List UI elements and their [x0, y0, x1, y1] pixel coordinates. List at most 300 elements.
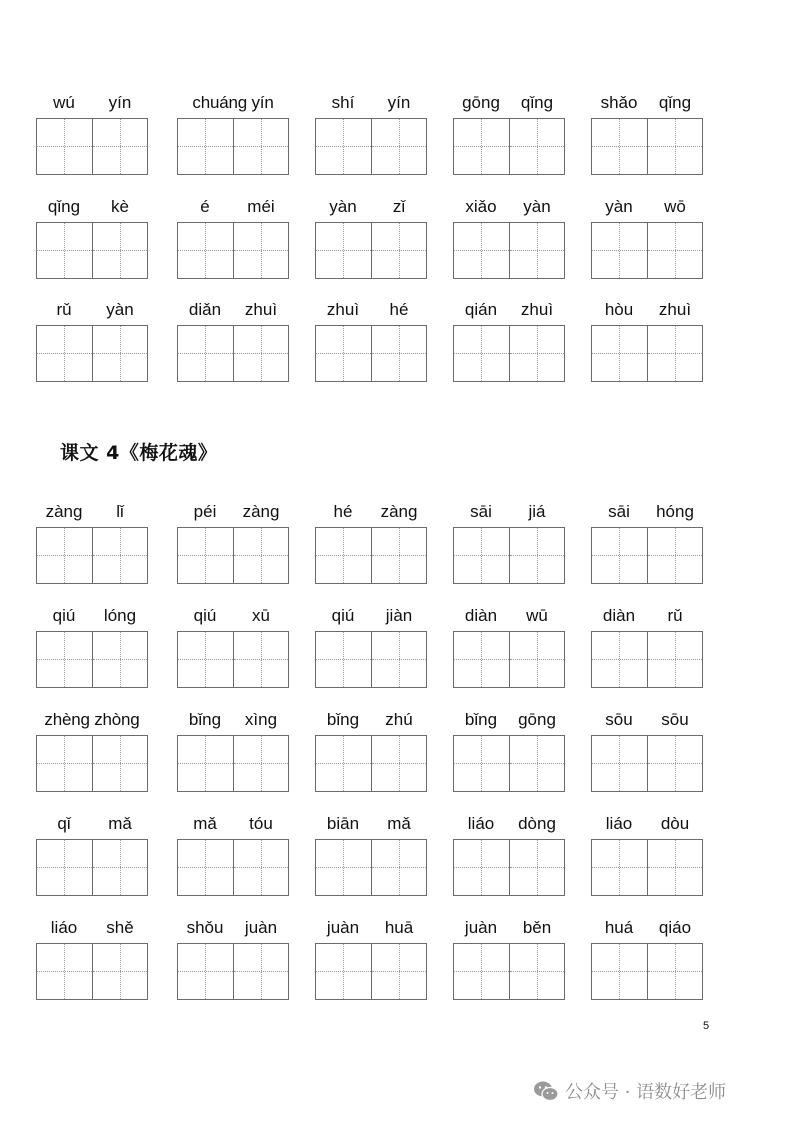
pinyin-syllable-2: jiá — [528, 502, 546, 521]
word-item — [177, 916, 289, 1006]
guide-line-horizontal — [316, 659, 371, 660]
pinyin-label — [315, 916, 427, 940]
word-item — [453, 916, 565, 1006]
pinyin-syllable-2: lǐ — [116, 502, 124, 521]
guide-line-horizontal — [648, 555, 702, 556]
guide-line-horizontal — [234, 659, 288, 660]
writing-cell[interactable] — [509, 632, 564, 687]
pinyin-syllable-2: xū — [252, 606, 270, 625]
guide-line-horizontal — [372, 971, 426, 972]
tianzige-box[interactable] — [591, 222, 703, 279]
word-item — [315, 298, 427, 388]
guide-line-horizontal — [454, 763, 509, 764]
tianzige-box[interactable] — [36, 735, 148, 792]
word-item — [177, 298, 289, 388]
writing-cell[interactable] — [37, 736, 92, 791]
pinyin-syllable-1: zhuì — [326, 300, 360, 319]
guide-line-horizontal — [592, 353, 647, 354]
guide-line-horizontal — [648, 659, 702, 660]
writing-cell[interactable] — [92, 632, 147, 687]
guide-line-horizontal — [234, 971, 288, 972]
pinyin-label — [453, 604, 565, 628]
writing-cell[interactable] — [371, 736, 426, 791]
writing-cell[interactable] — [454, 632, 509, 687]
word-item — [177, 708, 289, 798]
pinyin-syllable-1: zàng — [45, 502, 83, 521]
guide-line-horizontal — [234, 250, 288, 251]
tianzige-box[interactable] — [453, 839, 565, 896]
writing-cell[interactable] — [509, 326, 564, 381]
word-item — [177, 195, 289, 285]
pinyin-syllable-2: yín — [108, 93, 132, 112]
writing-cell[interactable] — [37, 119, 92, 174]
pinyin-syllable-1: liáo — [467, 814, 495, 833]
writing-cell[interactable] — [92, 944, 147, 999]
tianzige-box[interactable] — [36, 222, 148, 279]
pinyin-syllable-1: mǎ — [193, 814, 217, 833]
pinyin-syllable-2: gōng — [518, 710, 556, 729]
guide-line-horizontal — [592, 555, 647, 556]
guide-line-horizontal — [372, 555, 426, 556]
writing-cell[interactable] — [178, 736, 233, 791]
pinyin-syllable-1: hé — [333, 502, 353, 521]
pinyin-label — [315, 91, 427, 115]
writing-cell[interactable] — [233, 326, 288, 381]
guide-line-horizontal — [37, 353, 92, 354]
writing-cell[interactable] — [371, 632, 426, 687]
guide-line-horizontal — [37, 555, 92, 556]
guide-line-horizontal — [37, 867, 92, 868]
pinyin-syllable-1: péi — [193, 502, 217, 521]
writing-cell[interactable] — [509, 840, 564, 895]
writing-cell[interactable] — [592, 119, 647, 174]
writing-cell[interactable] — [316, 326, 371, 381]
writing-cell[interactable] — [233, 119, 288, 174]
writing-cell[interactable] — [233, 944, 288, 999]
pinyin-syllable-2: kè — [111, 197, 129, 216]
pinyin-syllable-1: qiú — [331, 606, 355, 625]
pinyin-label — [36, 812, 148, 836]
pinyin-label — [177, 195, 289, 219]
writing-cell[interactable] — [37, 632, 92, 687]
word-item — [177, 500, 289, 590]
guide-line-horizontal — [178, 555, 233, 556]
tianzige-box[interactable] — [591, 839, 703, 896]
writing-cell[interactable] — [647, 119, 702, 174]
writing-cell[interactable] — [316, 736, 371, 791]
guide-line-horizontal — [648, 353, 702, 354]
tianzige-box[interactable] — [177, 631, 289, 688]
word-item — [177, 604, 289, 694]
pinyin-label — [453, 708, 565, 732]
writing-cell[interactable] — [316, 528, 371, 583]
pinyin-syllable-2: xìng — [244, 710, 278, 729]
word-item — [177, 91, 289, 181]
pinyin-label — [315, 298, 427, 322]
word-item — [591, 195, 703, 285]
writing-cell[interactable] — [592, 840, 647, 895]
word-item — [591, 708, 703, 798]
pinyin-syllable-2: mǎ — [387, 814, 411, 833]
word-item — [315, 604, 427, 694]
pinyin-syllable-1: shí — [331, 93, 355, 112]
guide-line-horizontal — [93, 659, 147, 660]
pinyin-syllable-1: bǐng — [464, 710, 498, 729]
tianzige-box[interactable] — [453, 118, 565, 175]
word-item — [453, 812, 565, 902]
guide-line-horizontal — [316, 353, 371, 354]
word-row — [0, 604, 794, 694]
writing-cell[interactable] — [647, 632, 702, 687]
guide-line-horizontal — [93, 867, 147, 868]
tianzige-box[interactable] — [315, 943, 427, 1000]
guide-line-horizontal — [454, 971, 509, 972]
guide-line-horizontal — [234, 763, 288, 764]
pinyin-syllable-2: rǔ — [667, 606, 683, 625]
pinyin-label — [315, 708, 427, 732]
section-title: 课文 4《梅花魂》 — [60, 442, 218, 464]
writing-cell[interactable] — [178, 840, 233, 895]
pinyin-syllable-2: qǐng — [658, 93, 692, 112]
pinyin-syllable-1: huá — [604, 918, 634, 937]
watermark-text: 公众号 · 语数好老师 — [565, 1082, 727, 1103]
word-item — [453, 298, 565, 388]
tianzige-box[interactable] — [36, 118, 148, 175]
guide-line-horizontal — [592, 250, 647, 251]
writing-cell[interactable] — [454, 223, 509, 278]
word-item — [315, 812, 427, 902]
writing-cell[interactable] — [592, 944, 647, 999]
writing-cell[interactable] — [233, 840, 288, 895]
pinyin-syllable-2: zàng — [242, 502, 280, 521]
pinyin-syllable-1: xiǎo — [465, 197, 497, 216]
guide-line-horizontal — [592, 763, 647, 764]
guide-line-horizontal — [510, 146, 564, 147]
pinyin-label — [453, 916, 565, 940]
writing-cell[interactable] — [178, 119, 233, 174]
writing-cell[interactable] — [371, 119, 426, 174]
tianzige-box[interactable] — [315, 631, 427, 688]
guide-line-horizontal — [37, 763, 92, 764]
word-item — [453, 708, 565, 798]
tianzige-box[interactable] — [315, 527, 427, 584]
tianzige-box[interactable] — [453, 222, 565, 279]
word-row — [0, 91, 794, 181]
writing-cell[interactable] — [92, 840, 147, 895]
pinyin-syllable-1: qiú — [52, 606, 76, 625]
writing-cell[interactable] — [316, 944, 371, 999]
writing-cell[interactable] — [233, 736, 288, 791]
word-item — [36, 916, 148, 1006]
writing-cell[interactable] — [178, 326, 233, 381]
writing-cell[interactable] — [178, 632, 233, 687]
pinyin-syllable-1: bǐng — [188, 710, 222, 729]
writing-cell[interactable] — [316, 840, 371, 895]
guide-line-horizontal — [592, 971, 647, 972]
writing-cell[interactable] — [454, 736, 509, 791]
writing-cell[interactable] — [454, 840, 509, 895]
tianzige-box[interactable] — [591, 735, 703, 792]
word-row — [0, 916, 794, 1006]
guide-line-horizontal — [510, 659, 564, 660]
pinyin-syllable-2: zǐ — [392, 197, 406, 216]
writing-cell[interactable] — [647, 528, 702, 583]
writing-cell[interactable] — [37, 528, 92, 583]
tianzige-box[interactable] — [177, 839, 289, 896]
tianzige-box[interactable] — [36, 631, 148, 688]
writing-cell[interactable] — [92, 119, 147, 174]
guide-line-horizontal — [648, 971, 702, 972]
word-item — [591, 298, 703, 388]
tianzige-box[interactable] — [315, 222, 427, 279]
guide-line-horizontal — [648, 146, 702, 147]
writing-cell[interactable] — [316, 119, 371, 174]
writing-cell[interactable] — [647, 326, 702, 381]
guide-line-horizontal — [316, 971, 371, 972]
pinyin-label — [591, 604, 703, 628]
writing-cell[interactable] — [92, 528, 147, 583]
pinyin-label — [591, 195, 703, 219]
guide-line-horizontal — [372, 353, 426, 354]
writing-cell[interactable] — [233, 528, 288, 583]
pinyin-label — [36, 195, 148, 219]
word-item — [36, 195, 148, 285]
word-item — [591, 91, 703, 181]
pinyin-syllable-1: liáo — [605, 814, 633, 833]
pinyin-syllable-1: juàn — [464, 918, 498, 937]
tianzige-box[interactable] — [315, 839, 427, 896]
writing-cell[interactable] — [592, 736, 647, 791]
pinyin-syllable-1: qián — [464, 300, 498, 319]
word-item — [36, 91, 148, 181]
writing-cell[interactable] — [454, 326, 509, 381]
word-item — [591, 812, 703, 902]
guide-line-horizontal — [178, 659, 233, 660]
tianzige-box[interactable] — [177, 943, 289, 1000]
writing-cell[interactable] — [92, 326, 147, 381]
guide-line-horizontal — [93, 353, 147, 354]
tianzige-box[interactable] — [453, 527, 565, 584]
pinyin-syllable-2: tóu — [249, 814, 273, 833]
guide-line-horizontal — [93, 250, 147, 251]
writing-cell[interactable] — [316, 223, 371, 278]
guide-line-horizontal — [37, 659, 92, 660]
tianzige-box[interactable] — [315, 735, 427, 792]
writing-cell[interactable] — [37, 944, 92, 999]
page-number: 5 — [703, 1020, 710, 1032]
writing-cell[interactable] — [592, 326, 647, 381]
guide-line-horizontal — [178, 250, 233, 251]
guide-line-horizontal — [178, 353, 233, 354]
tianzige-box[interactable] — [36, 325, 148, 382]
pinyin-label — [315, 604, 427, 628]
pinyin-label — [177, 298, 289, 322]
guide-line-horizontal — [178, 867, 233, 868]
word-item — [36, 812, 148, 902]
guide-line-horizontal — [454, 555, 509, 556]
writing-cell[interactable] — [371, 944, 426, 999]
pinyin-label — [453, 812, 565, 836]
guide-line-horizontal — [510, 555, 564, 556]
pinyin-label — [177, 812, 289, 836]
guide-line-horizontal — [372, 146, 426, 147]
pinyin-label — [177, 500, 289, 524]
writing-cell[interactable] — [454, 528, 509, 583]
writing-cell[interactable] — [233, 223, 288, 278]
pinyin-label — [36, 916, 148, 940]
pinyin-syllables: zhèng zhòng — [44, 710, 140, 729]
writing-cell[interactable] — [371, 326, 426, 381]
pinyin-syllable-1: bǐng — [326, 710, 360, 729]
word-item — [453, 195, 565, 285]
pinyin-syllable-1: diǎn — [188, 300, 222, 319]
writing-cell[interactable] — [233, 632, 288, 687]
writing-cell[interactable] — [454, 119, 509, 174]
guide-line-horizontal — [648, 763, 702, 764]
writing-cell[interactable] — [592, 632, 647, 687]
guide-line-horizontal — [510, 353, 564, 354]
tianzige-box[interactable] — [591, 325, 703, 382]
word-row — [0, 298, 794, 388]
word-row — [0, 812, 794, 902]
pinyin-label — [177, 604, 289, 628]
word-item — [315, 500, 427, 590]
word-item — [453, 604, 565, 694]
writing-cell[interactable] — [178, 223, 233, 278]
pinyin-label — [591, 708, 703, 732]
writing-cell[interactable] — [647, 223, 702, 278]
guide-line-horizontal — [510, 971, 564, 972]
writing-cell[interactable] — [371, 840, 426, 895]
tianzige-box[interactable] — [453, 943, 565, 1000]
writing-cell[interactable] — [509, 528, 564, 583]
guide-line-horizontal — [316, 763, 371, 764]
pinyin-syllable-2: mǎ — [108, 814, 132, 833]
pinyin-syllable-2: qiáo — [658, 918, 692, 937]
pinyin-syllable-2: wū — [526, 606, 548, 625]
writing-cell[interactable] — [178, 528, 233, 583]
tianzige-box[interactable] — [36, 943, 148, 1000]
tianzige-box[interactable] — [36, 839, 148, 896]
guide-line-horizontal — [93, 146, 147, 147]
guide-line-horizontal — [510, 867, 564, 868]
guide-line-horizontal — [372, 867, 426, 868]
word-item — [36, 708, 148, 798]
pinyin-syllable-1: biān — [326, 814, 360, 833]
tianzige-box[interactable] — [453, 735, 565, 792]
pinyin-syllable-2: qǐng — [520, 93, 554, 112]
pinyin-syllables: chuáng yín — [192, 93, 274, 112]
word-item — [453, 91, 565, 181]
tianzige-box[interactable] — [177, 735, 289, 792]
pinyin-syllable-2: zhuì — [658, 300, 692, 319]
writing-cell[interactable] — [509, 223, 564, 278]
pinyin-syllable-2: shě — [106, 918, 134, 937]
writing-cell[interactable] — [92, 736, 147, 791]
guide-line-horizontal — [454, 659, 509, 660]
writing-cell[interactable] — [371, 223, 426, 278]
tianzige-box[interactable] — [315, 118, 427, 175]
tianzige-box[interactable] — [591, 527, 703, 584]
tianzige-box[interactable] — [177, 118, 289, 175]
pinyin-label — [591, 500, 703, 524]
word-item — [591, 916, 703, 1006]
guide-line-horizontal — [234, 867, 288, 868]
writing-cell[interactable] — [371, 528, 426, 583]
tianzige-box[interactable] — [591, 943, 703, 1000]
word-item — [591, 604, 703, 694]
pinyin-syllable-1: yàn — [329, 197, 357, 216]
guide-line-horizontal — [372, 659, 426, 660]
pinyin-syllable-1: sāi — [470, 502, 492, 521]
writing-cell[interactable] — [509, 119, 564, 174]
writing-cell[interactable] — [647, 736, 702, 791]
pinyin-label — [36, 298, 148, 322]
writing-cell[interactable] — [37, 840, 92, 895]
tianzige-box[interactable] — [177, 527, 289, 584]
pinyin-syllable-2: dòng — [518, 814, 556, 833]
guide-line-horizontal — [510, 763, 564, 764]
word-item — [36, 298, 148, 388]
writing-cell[interactable] — [316, 632, 371, 687]
guide-line-horizontal — [454, 250, 509, 251]
writing-cell[interactable] — [92, 223, 147, 278]
guide-line-horizontal — [178, 971, 233, 972]
writing-cell[interactable] — [454, 944, 509, 999]
tianzige-box[interactable] — [177, 325, 289, 382]
pinyin-syllable-1: shǎo — [600, 93, 638, 112]
pinyin-syllable-1: sōu — [605, 710, 633, 729]
tianzige-box[interactable] — [177, 222, 289, 279]
pinyin-syllable-2: juàn — [244, 918, 278, 937]
guide-line-horizontal — [37, 250, 92, 251]
writing-cell[interactable] — [592, 223, 647, 278]
pinyin-syllable-2: běn — [522, 918, 552, 937]
writing-cell[interactable] — [37, 223, 92, 278]
guide-line-horizontal — [234, 146, 288, 147]
word-item — [36, 604, 148, 694]
pinyin-label — [315, 812, 427, 836]
tianzige-box[interactable] — [453, 631, 565, 688]
pinyin-syllable-2: méi — [247, 197, 275, 216]
tianzige-box[interactable] — [36, 527, 148, 584]
pinyin-syllable-2: zàng — [380, 502, 418, 521]
pinyin-label — [36, 500, 148, 524]
word-item — [453, 500, 565, 590]
word-item — [177, 812, 289, 902]
writing-cell[interactable] — [509, 736, 564, 791]
tianzige-box[interactable] — [591, 118, 703, 175]
guide-line-horizontal — [316, 867, 371, 868]
word-item — [315, 916, 427, 1006]
writing-cell[interactable] — [178, 944, 233, 999]
tianzige-box[interactable] — [591, 631, 703, 688]
writing-cell[interactable] — [647, 944, 702, 999]
pinyin-syllable-1: gōng — [462, 93, 500, 112]
pinyin-syllable-2: yín — [387, 93, 411, 112]
word-item — [36, 500, 148, 590]
tianzige-box[interactable] — [453, 325, 565, 382]
writing-cell[interactable] — [37, 326, 92, 381]
writing-cell[interactable] — [647, 840, 702, 895]
word-item — [315, 91, 427, 181]
tianzige-box[interactable] — [315, 325, 427, 382]
guide-line-horizontal — [93, 555, 147, 556]
writing-cell[interactable] — [509, 944, 564, 999]
writing-cell[interactable] — [592, 528, 647, 583]
pinyin-label — [591, 298, 703, 322]
pinyin-label — [591, 91, 703, 115]
